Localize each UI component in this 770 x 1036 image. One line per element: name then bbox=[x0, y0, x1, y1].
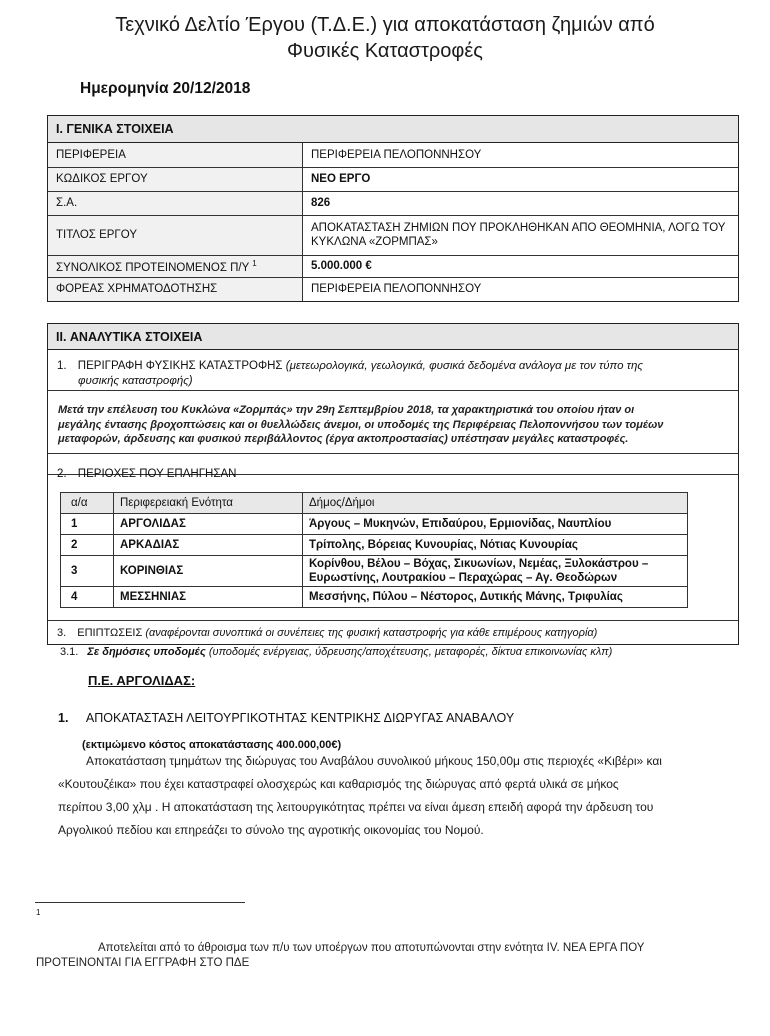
pe-heading: Π.Ε. ΑΡΓΟΛΙΔΑΣ: bbox=[88, 673, 196, 688]
footnote-line: Αποτελείται από το άθροισμα των π/υ των υποέργων που αποτυπώνονται στην ενότητα IV. ΝΕΑ ΕΡΓΑ ΠΟΥ bbox=[98, 942, 645, 954]
footnote-ref: 1 bbox=[252, 258, 257, 268]
row-no: 4 bbox=[61, 587, 114, 608]
footnote-separator bbox=[35, 902, 245, 903]
row-no: 2 bbox=[61, 535, 114, 556]
item-2-heading bbox=[57, 467, 236, 481]
table-row bbox=[61, 556, 688, 587]
info-value: ΠΕΡΙΦΕΡΕΙΑ ΠΕΛΟΠΟΝΝΗΣΟΥ bbox=[303, 143, 739, 167]
item-number: 3.1. bbox=[60, 646, 79, 658]
table-row bbox=[61, 514, 688, 535]
municipality-line: Ευρωστίνης, Λουτρακίου – Περαχώρας – Αγ. Θεοδώρων bbox=[309, 572, 618, 584]
row-region: ΑΡΓΟΛΙΔΑΣ bbox=[114, 514, 303, 535]
info-label: ΤΙΤΛΟΣ ΕΡΓΟΥ bbox=[48, 215, 303, 255]
item-note: (μετεωρολογικά, γεωλογικά, φυσικά δεδομένα ανάλογα με τον τύπο της bbox=[285, 360, 643, 372]
item-number: 3. bbox=[57, 627, 67, 639]
info-value: ΑΠΟΚΑΤΑΣΤΑΣΗ ΖΗΜΙΩΝ ΠΟΥ ΠΡΟΚΛΗΘΗΚΑΝ ΑΠΟ ΘΕΟΜΗΝΙΑ, ΛΟΓΩ ΤΟΥ ΚΥΚΛΩΝΑ «ΖΟΡΜΠΑΣ» bbox=[303, 215, 739, 255]
title-line-2: Φυσικές Καταστροφές bbox=[287, 40, 483, 62]
info-value: 5.000.000 € bbox=[303, 255, 739, 277]
item-number: 2. bbox=[57, 468, 67, 480]
description-line: Αργολικού πεδίου και επηρεάζει το σύνολο της αγροτικής οικονομίας του Νομού. bbox=[58, 823, 484, 837]
info-row-project-title bbox=[48, 215, 738, 255]
table-header-row bbox=[61, 493, 688, 514]
document-title bbox=[0, 12, 770, 64]
description-line: «Κουτουζέικα» που έχει καταστραφεί ολοσχερώς και καθαρισμός της διώρυγας από φερτά υλικά σε μήκος bbox=[58, 777, 619, 791]
info-label: ΦΟΡΕΑΣ ΧΡΗΜΑΤΟΔΟΤΗΣΗΣ bbox=[48, 277, 303, 301]
info-value: 826 bbox=[303, 191, 739, 215]
footnote-line: ΠΡΟΤΕΙΝΟΝΤΑΙ ΓΙΑ ΕΓΓΡΑΦΗ ΣΤΟ ΠΔΕ bbox=[36, 957, 250, 969]
row-no: 1 bbox=[61, 514, 114, 535]
header-no: α/α bbox=[61, 493, 114, 514]
general-info-section bbox=[47, 115, 739, 302]
work-cost: (εκτιμώμενο κόστος αποκατάστασης 400.000,00€) bbox=[82, 739, 342, 751]
table-row bbox=[61, 535, 688, 556]
info-label: ΚΩΔΙΚΟΣ ΕΡΓΟΥ bbox=[48, 167, 303, 191]
item-title: Σε δημόσιες υποδομές bbox=[87, 646, 206, 658]
row-region: ΑΡΚΑΔΙΑΣ bbox=[114, 535, 303, 556]
item-title: ΠΕΡΙΓΡΑΦΗ ΦΥΣΙΚΗΣ ΚΑΤΑΣΤΡΟΦΗΣ bbox=[77, 360, 283, 372]
divider bbox=[48, 620, 738, 621]
item-note: (αναφέρονται συνοπτικά οι συνέπειες της φυσική καταστροφής για κάθε επιμέρους κατηγορία) bbox=[145, 627, 598, 639]
header-municipality: Δήμος/Δήμοι bbox=[303, 493, 688, 514]
row-no: 3 bbox=[61, 556, 114, 587]
item-1-heading bbox=[57, 359, 727, 373]
description-line: μεγάλης έντασης βροχοπτώσεις και οι θυελλώδεις άνεμοι, οι υποδομές της Περιφέρειας Πελοποννήσου των τομέων bbox=[58, 418, 664, 431]
work-title: ΑΠΟΚΑΤΑΣΤΑΣΗ ΛΕΙΤΟΥΡΓΙΚΟΤΗΤΑΣ ΚΕΝΤΡΙΚΗΣ ΔΙΩΡΥΓΑΣ ΑΝΑΒΑΛΟΥ bbox=[85, 711, 515, 725]
item-title: ΕΠΙΠΤΩΣΕΙΣ bbox=[77, 627, 143, 639]
info-value: ΝΕΟ ΕΡΓΟ bbox=[303, 167, 739, 191]
row-municipality: Άργους – Μυκηνών, Επιδαύρου, Ερμιονίδας, Ναυπλίου bbox=[303, 514, 688, 535]
budget-label-text: ΣΥΝΟΛΙΚΟΣ ΠΡΟΤΕΙΝΟΜΕΝΟΣ Π/Υ bbox=[56, 261, 250, 274]
municipality-line: Κορίνθου, Βέλου – Βόχας, Σικυωνίων, Νεμέας, Ξυλοκάστρου – bbox=[309, 558, 649, 570]
info-row-sa bbox=[48, 191, 738, 215]
footnote-mark: 1 bbox=[36, 908, 41, 917]
work-heading bbox=[58, 711, 514, 725]
general-info-heading: I. ΓΕΝΙΚΑ ΣΤΟΙΧΕΙΑ bbox=[48, 116, 738, 143]
description-line: μεταφορών, άρδευσης και φυσικού περιβάλλοντος (έργα ακτοπροστασίας) υπέστησαν μεγάλες καταστροφές. bbox=[58, 433, 629, 445]
info-label: ΠΕΡΙΦΕΡΕΙΑ bbox=[48, 143, 303, 167]
divider bbox=[48, 453, 738, 454]
info-row-region bbox=[48, 143, 738, 167]
info-value: ΠΕΡΙΦΕΡΕΙΑ ΠΕΛΟΠΟΝΝΗΣΟΥ bbox=[303, 277, 739, 301]
divider bbox=[48, 390, 738, 391]
table-row bbox=[61, 587, 688, 608]
row-region: ΚΟΡΙΝΘΙΑΣ bbox=[114, 556, 303, 587]
row-region: ΜΕΣΣΗΝΙΑΣ bbox=[114, 587, 303, 608]
item-title: ΠΕΡΙΟΧΕΣ ΠΟΥ ΕΠΛΗΓΗΣΑΝ bbox=[77, 468, 237, 480]
info-label: Σ.Α. bbox=[48, 191, 303, 215]
item-1-note-cont: φυσικής καταστροφής) bbox=[78, 375, 193, 387]
work-number: 1. bbox=[58, 711, 69, 725]
item-note: (υποδομές ενέργειας, ύδρευσης/αποχέτευσης, μεταφορές, δίκτυα επικοινωνίας κλπ) bbox=[208, 646, 613, 658]
work-description bbox=[58, 750, 748, 842]
description-line: Μετά την επέλευση του Κυκλώνα «Ζορμπάς» την 29η Σεπτεμβρίου 2018, τα χαρακτηριστικά του οποίου ήταν οι bbox=[58, 404, 635, 416]
affected-areas-table bbox=[60, 492, 688, 608]
row-municipality: Τρίπολης, Βόρειας Κυνουρίας, Νότιας Κυνουρίας bbox=[303, 535, 688, 556]
item-3-heading bbox=[57, 626, 737, 640]
info-row-project-code bbox=[48, 167, 738, 191]
header-region: Περιφερειακή Ενότητα bbox=[114, 493, 303, 514]
document-date: Ημερομηνία 20/12/2018 bbox=[80, 80, 251, 97]
row-municipality: Μεσσήνης, Πύλου – Νέστορος, Δυτικής Μάνης, Τριφυλίας bbox=[303, 587, 688, 608]
info-row-budget bbox=[48, 255, 738, 277]
general-info-table bbox=[48, 143, 738, 301]
description-line: Αποκατάσταση τμημάτων της διώρυγας του Αναβάλου συνολικού μήκους 150,00μ στις περιοχές «Κιβέρι» και bbox=[86, 754, 662, 768]
description-line: περίπου 3,00 χλμ . Η αποκατάσταση της λειτουργικότητας πρέπει να είναι άμεση επειδή αφορά την άρδευση του bbox=[58, 800, 654, 814]
info-row-funding bbox=[48, 277, 738, 301]
row-municipality bbox=[303, 556, 688, 587]
item-3-1-heading bbox=[60, 645, 740, 659]
analytical-info-heading: II. ΑΝΑΛΥΤΙΚΑ ΣΤΟΙΧΕΙΑ bbox=[48, 324, 738, 350]
info-label bbox=[48, 255, 303, 277]
footnote-text bbox=[36, 941, 756, 971]
item-number: 1. bbox=[57, 360, 67, 372]
title-line-1: Τεχνικό Δελτίο Έργου (Τ.Δ.Ε.) για αποκατάσταση ζημιών από bbox=[115, 14, 655, 36]
disaster-description bbox=[58, 403, 738, 447]
